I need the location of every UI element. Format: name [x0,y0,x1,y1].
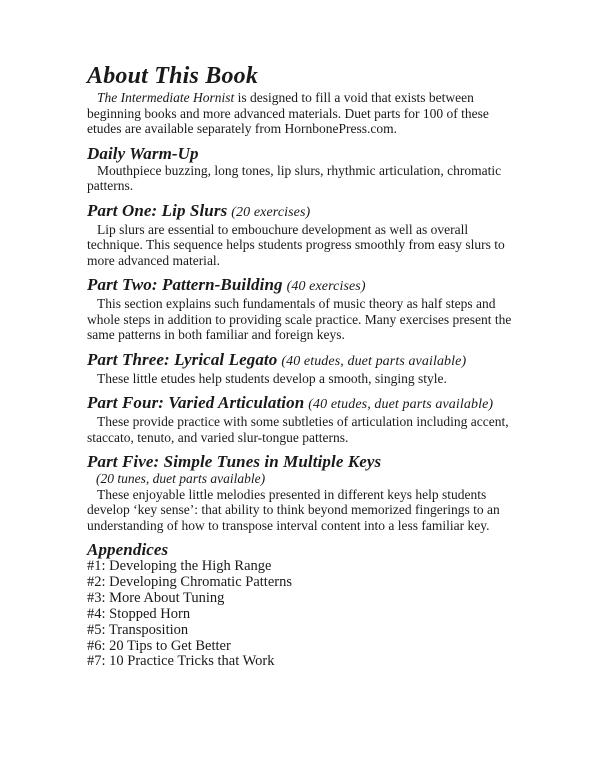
section-part-four-varied-articulation [87,394,523,445]
section-heading-text: Part Four: Varied Articulation [87,393,305,412]
section-body: These provide practice with some subtleties of articulation including accent, staccato, tenuto, and varied slur-tongue patterns. [87,414,509,445]
appendix-item: #6: 20 Tips to Get Better [87,637,231,654]
section-daily-warm-up [87,145,523,194]
section-heading-text: Daily Warm-Up [87,143,199,163]
section-subnote: (40 etudes, duet parts available) [281,353,467,369]
section-heading [87,394,523,414]
section-part-one-lip-slurs [87,202,523,269]
section-heading [87,276,523,296]
section-heading-text: Part Two: Pattern-Building [87,275,283,294]
section-subnote: (40 exercises) [286,279,366,294]
section-heading [87,541,523,559]
appendix-item: #1: Developing the High Range [87,558,272,574]
section-heading [87,202,523,222]
appendix-item: #4: Stopped Horn [87,605,191,622]
section-body: These little etudes help students develop a smooth, singing style. [97,370,447,386]
section-part-two-pattern-building [87,276,523,343]
appendix-item: #5: Transposition [87,621,189,638]
page-title: About This Book [87,63,259,89]
intro-paragraph [87,90,523,137]
section-body: This section explains such fundamentals of music theory as half steps and whole steps in addition to providing scale practice. Many exercises present the same patterns in both familiar and foreign keys. [87,296,512,342]
section-subnote: (20 tunes, duet parts available) [96,471,266,486]
section-body: Lip slurs are essential to embouchure development as well as overall technique. This sequence helps students progress smoothly from easy slurs to more advanced material. [87,221,505,268]
section-heading [87,351,523,371]
section-heading-text: Appendices [87,540,169,559]
section-subnote: (20 exercises) [231,204,311,220]
section-heading-text: Part One: Lip Slurs [87,200,228,220]
appendix-item: #7: 10 Practice Tricks that Work [87,653,275,670]
section-heading [87,145,523,163]
about-this-book-page [87,0,523,670]
intro-text: is designed to fill a void that exists between beginning books and more advanced materials. Duet parts for 100 of these etudes are available separately from HornbonePress.com. [87,90,489,136]
section-heading [87,453,523,471]
book-title: The Intermediate Hornist [97,90,235,105]
appendix-list [87,559,523,670]
section-part-three-lyrical-legato [87,351,523,387]
appendix-item: #2: Developing Chromatic Patterns [87,573,292,590]
section-body: These enjoyable little melodies presented in different keys help students develop ‘key sense’: that ability to think beyond memorized fingerings to an understanding of how to transpose interval content into a less familiar key. [87,486,500,533]
section-heading-text: Part Five: Simple Tunes in Multiple Keys [87,452,382,471]
section-body: Mouthpiece buzzing, long tones, lip slurs, rhythmic articulation, chromatic patterns. [87,162,502,193]
section-heading-text: Part Three: Lyrical Legato [87,349,278,369]
section-appendices [87,541,523,670]
section-part-five-simple-tunes [87,453,523,533]
appendix-item: #3: More About Tuning [87,589,225,606]
section-subnote: (40 etudes, duet parts available) [308,397,494,412]
